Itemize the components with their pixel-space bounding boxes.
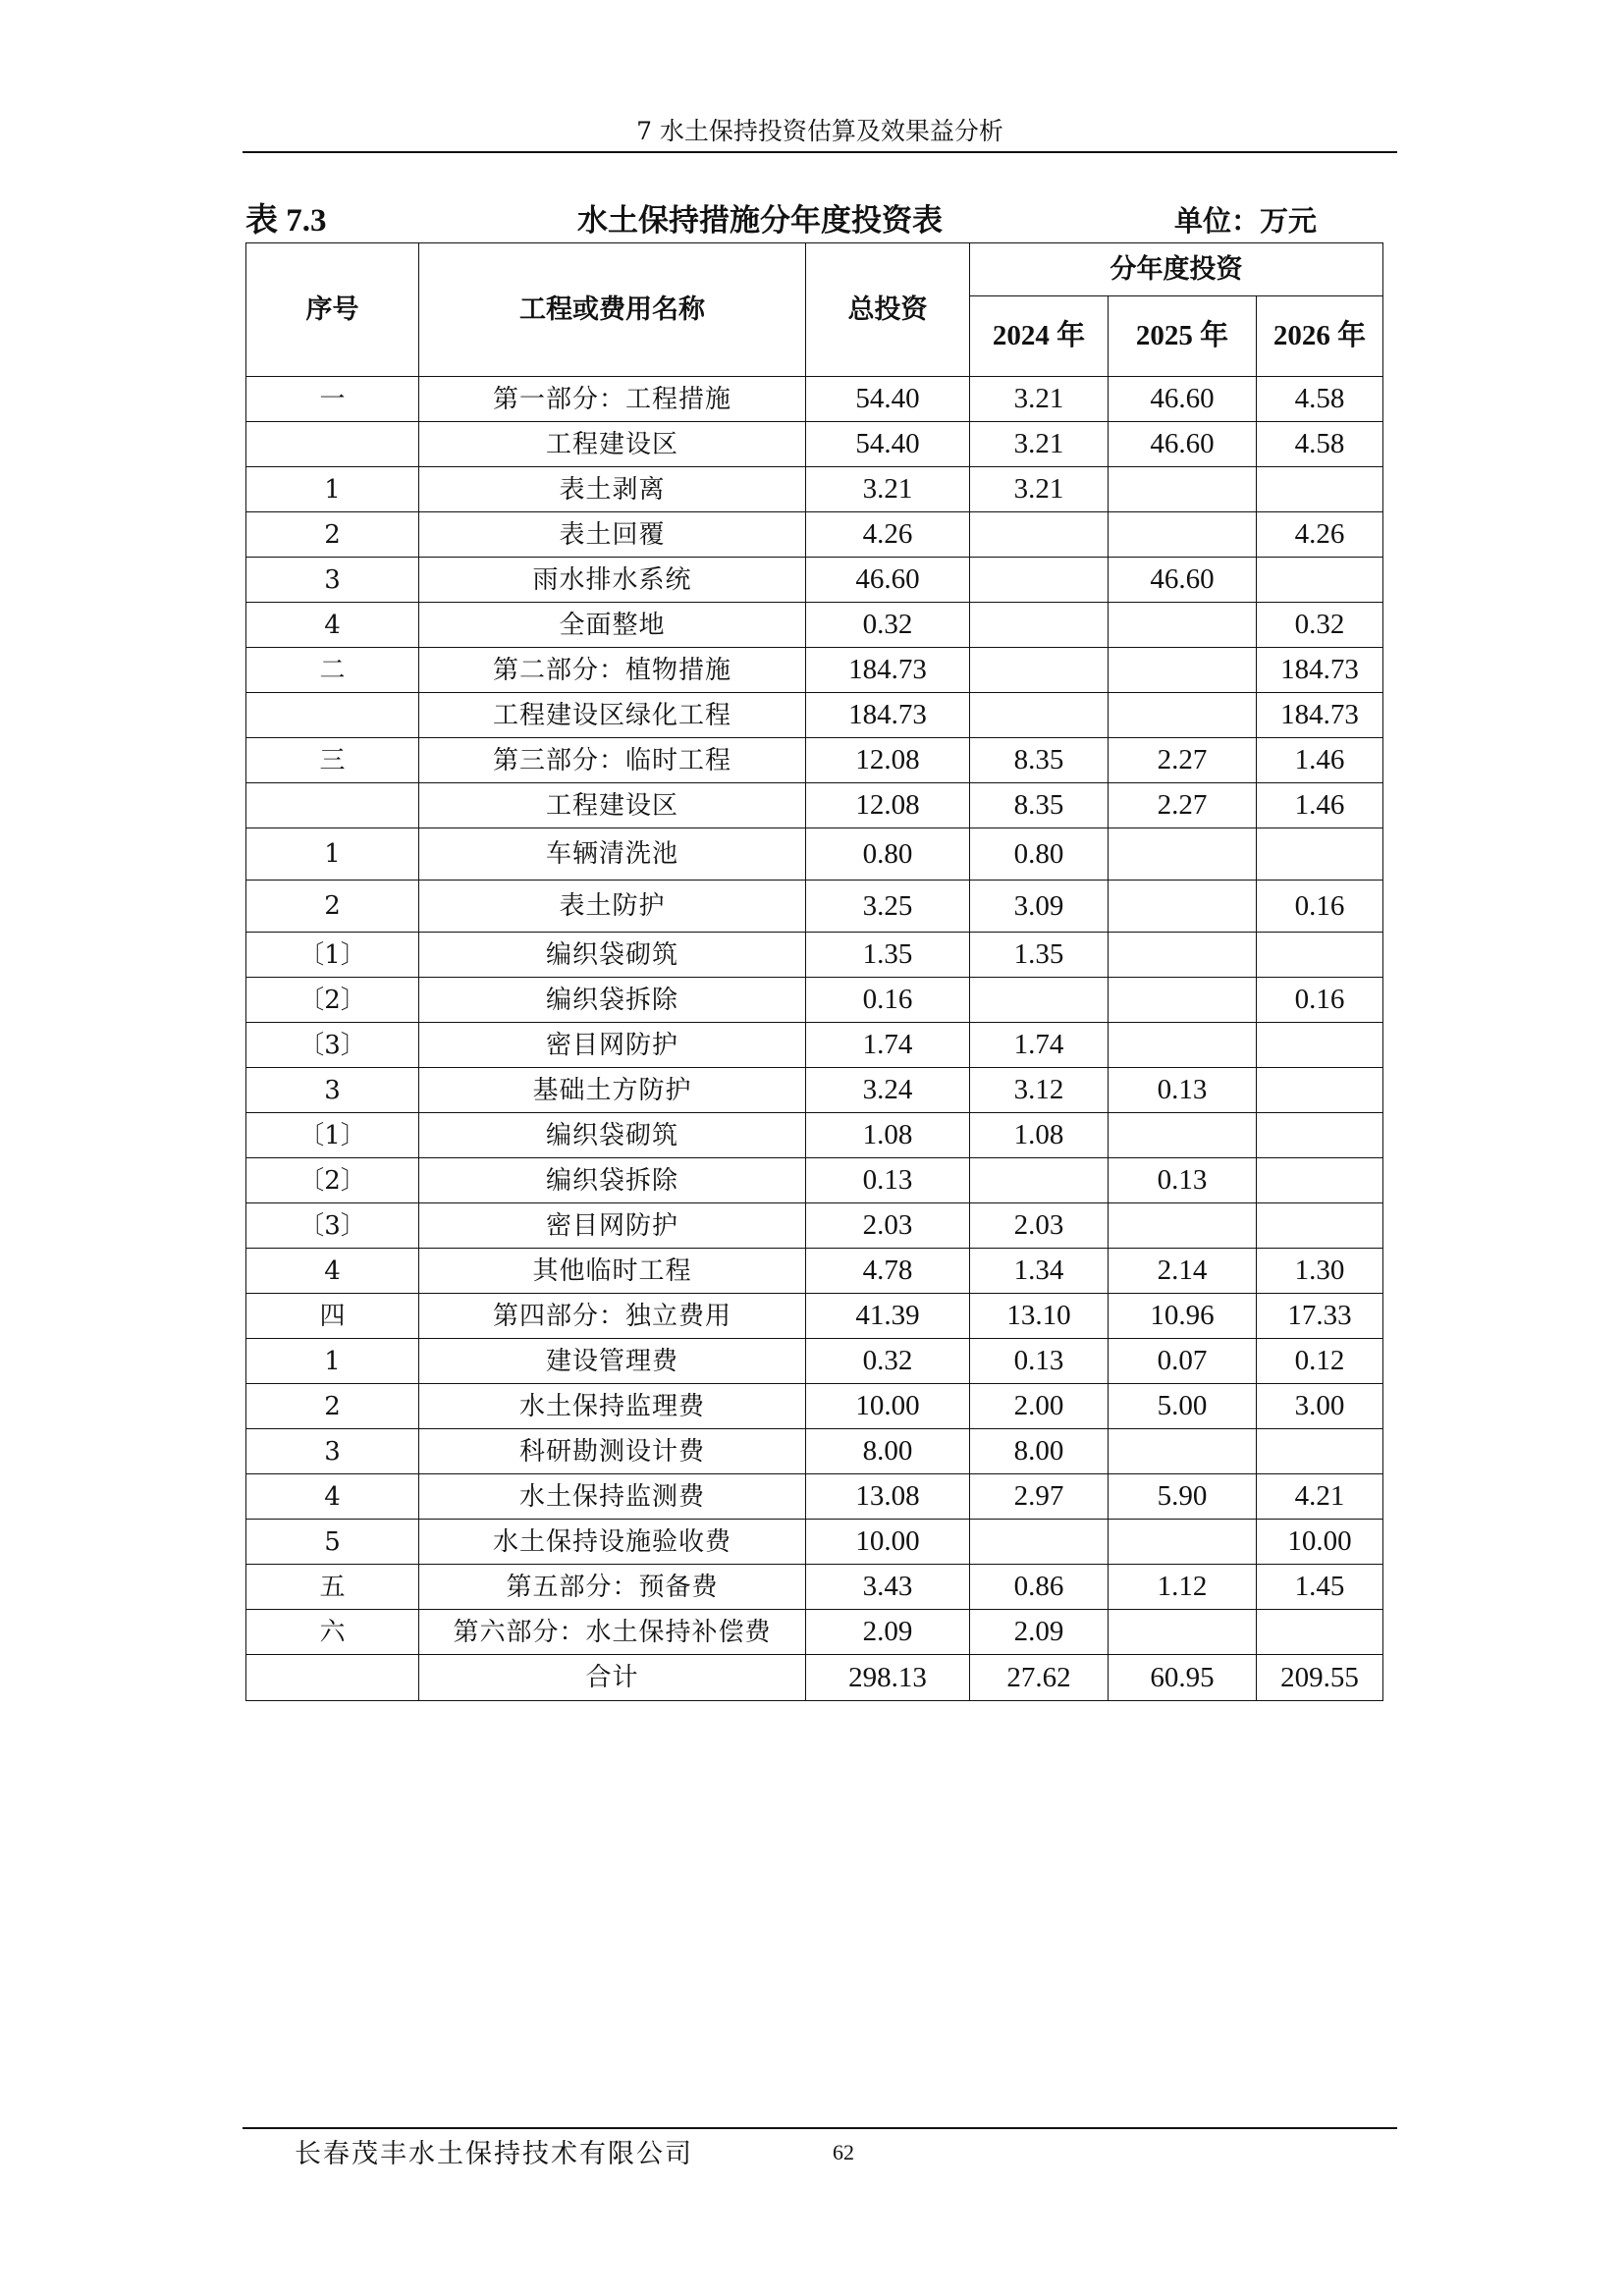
year-2025-cell: 0.13 bbox=[1109, 1068, 1257, 1113]
seq-cell: 〔2〕 bbox=[246, 1158, 419, 1203]
investment-table bbox=[245, 242, 1383, 1701]
seq-cell: 二 bbox=[246, 648, 419, 693]
year-2024-cell: 8.35 bbox=[970, 783, 1109, 828]
year-2026-cell: 4.21 bbox=[1257, 1474, 1383, 1520]
year-2026-cell: 184.73 bbox=[1257, 648, 1383, 693]
name-cell: 编织袋拆除 bbox=[419, 1158, 806, 1203]
total-cell: 3.21 bbox=[806, 467, 970, 512]
name-cell: 编织袋砌筑 bbox=[419, 933, 806, 978]
table-row bbox=[246, 1158, 1383, 1203]
name-cell: 工程建设区 bbox=[419, 783, 806, 828]
total-cell: 0.80 bbox=[806, 828, 970, 881]
table-row bbox=[246, 1113, 1383, 1158]
year-2025-cell: 0.13 bbox=[1109, 1158, 1257, 1203]
seq-cell: 〔3〕 bbox=[246, 1023, 419, 1068]
year-2024-cell: 0.80 bbox=[970, 828, 1109, 881]
year-2026-cell bbox=[1257, 467, 1383, 512]
year-2026-cell: 10.00 bbox=[1257, 1520, 1383, 1565]
seq-cell: 〔1〕 bbox=[246, 933, 419, 978]
name-cell: 表土防护 bbox=[419, 881, 806, 933]
year-2026-header: 2026 年 bbox=[1257, 296, 1383, 377]
table-row bbox=[246, 422, 1383, 467]
name-cell: 编织袋拆除 bbox=[419, 978, 806, 1023]
header-row-1 bbox=[246, 243, 1383, 296]
total-cell: 4.78 bbox=[806, 1249, 970, 1294]
name-header: 工程或费用名称 bbox=[419, 243, 806, 377]
year-2026-cell: 1.46 bbox=[1257, 738, 1383, 783]
year-2024-cell: 8.00 bbox=[970, 1429, 1109, 1474]
year-2026-cell: 1.46 bbox=[1257, 783, 1383, 828]
total-cell: 3.25 bbox=[806, 881, 970, 933]
seq-cell bbox=[246, 1655, 419, 1701]
name-cell: 第一部分：工程措施 bbox=[419, 377, 806, 422]
seq-cell: 三 bbox=[246, 738, 419, 783]
total-cell: 1.08 bbox=[806, 1113, 970, 1158]
table-unit: 单位：万元 bbox=[1174, 204, 1318, 238]
year-2026-cell bbox=[1257, 1203, 1383, 1249]
seq-cell: 3 bbox=[246, 1068, 419, 1113]
total-cell: 1.74 bbox=[806, 1023, 970, 1068]
table-row bbox=[246, 558, 1383, 603]
footer-rule bbox=[243, 2127, 1397, 2129]
year-2026-cell: 1.45 bbox=[1257, 1565, 1383, 1610]
table-row bbox=[246, 648, 1383, 693]
year-2026-cell: 4.58 bbox=[1257, 377, 1383, 422]
seq-cell bbox=[246, 422, 419, 467]
name-cell: 工程建设区绿化工程 bbox=[419, 693, 806, 738]
year-2026-cell bbox=[1257, 558, 1383, 603]
total-cell: 8.00 bbox=[806, 1429, 970, 1474]
year-2026-cell bbox=[1257, 1158, 1383, 1203]
seq-cell: 〔3〕 bbox=[246, 1203, 419, 1249]
table-row bbox=[246, 881, 1383, 933]
year-2026-cell: 184.73 bbox=[1257, 693, 1383, 738]
year-2024-cell: 1.08 bbox=[970, 1113, 1109, 1158]
total-cell: 0.32 bbox=[806, 603, 970, 648]
year-2024-cell bbox=[970, 978, 1109, 1023]
year-2024-cell: 1.74 bbox=[970, 1023, 1109, 1068]
year-2025-cell bbox=[1109, 1610, 1257, 1655]
seq-cell bbox=[246, 693, 419, 738]
year-2025-cell: 5.90 bbox=[1109, 1474, 1257, 1520]
year-2026-cell: 209.55 bbox=[1257, 1655, 1383, 1701]
year-2024-cell: 2.03 bbox=[970, 1203, 1109, 1249]
table-row bbox=[246, 933, 1383, 978]
year-2026-cell bbox=[1257, 1023, 1383, 1068]
total-cell: 41.39 bbox=[806, 1294, 970, 1339]
seq-header: 序号 bbox=[246, 243, 419, 377]
year-2024-cell bbox=[970, 512, 1109, 558]
name-cell: 表土回覆 bbox=[419, 512, 806, 558]
total-cell: 0.16 bbox=[806, 978, 970, 1023]
table-row bbox=[246, 1520, 1383, 1565]
name-cell: 第二部分：植物措施 bbox=[419, 648, 806, 693]
total-cell: 184.73 bbox=[806, 693, 970, 738]
total-cell: 10.00 bbox=[806, 1520, 970, 1565]
total-cell: 12.08 bbox=[806, 783, 970, 828]
name-cell: 科研勘测设计费 bbox=[419, 1429, 806, 1474]
seq-cell: 4 bbox=[246, 603, 419, 648]
seq-cell: 1 bbox=[246, 828, 419, 881]
table-row bbox=[246, 1249, 1383, 1294]
year-2026-cell bbox=[1257, 1113, 1383, 1158]
year-2024-cell: 27.62 bbox=[970, 1655, 1109, 1701]
seq-cell: 1 bbox=[246, 1339, 419, 1384]
year-2024-cell: 2.09 bbox=[970, 1610, 1109, 1655]
seq-cell: 六 bbox=[246, 1610, 419, 1655]
name-cell: 第四部分：独立费用 bbox=[419, 1294, 806, 1339]
table-body bbox=[246, 377, 1383, 1701]
table-row bbox=[246, 1384, 1383, 1429]
name-cell: 水土保持设施验收费 bbox=[419, 1520, 806, 1565]
name-cell: 基础土方防护 bbox=[419, 1068, 806, 1113]
total-cell: 10.00 bbox=[806, 1384, 970, 1429]
year-2024-cell: 1.34 bbox=[970, 1249, 1109, 1294]
total-cell: 0.13 bbox=[806, 1158, 970, 1203]
page-number: 62 bbox=[833, 2140, 854, 2164]
total-cell: 13.08 bbox=[806, 1474, 970, 1520]
year-2024-cell: 13.10 bbox=[970, 1294, 1109, 1339]
year-2024-cell: 1.35 bbox=[970, 933, 1109, 978]
year-2026-cell bbox=[1257, 933, 1383, 978]
year-2026-cell: 0.16 bbox=[1257, 881, 1383, 933]
name-cell: 合计 bbox=[419, 1655, 806, 1701]
year-2026-cell bbox=[1257, 1068, 1383, 1113]
name-cell: 建设管理费 bbox=[419, 1339, 806, 1384]
year-2024-cell: 8.35 bbox=[970, 738, 1109, 783]
name-cell: 密目网防护 bbox=[419, 1023, 806, 1068]
year-2025-cell bbox=[1109, 1520, 1257, 1565]
table-row bbox=[246, 512, 1383, 558]
year-2025-cell bbox=[1109, 512, 1257, 558]
name-cell: 水土保持监理费 bbox=[419, 1384, 806, 1429]
name-cell: 密目网防护 bbox=[419, 1203, 806, 1249]
total-cell: 2.09 bbox=[806, 1610, 970, 1655]
year-2025-cell: 60.95 bbox=[1109, 1655, 1257, 1701]
year-2024-cell: 3.21 bbox=[970, 467, 1109, 512]
seq-cell: 3 bbox=[246, 558, 419, 603]
year-2026-cell: 4.26 bbox=[1257, 512, 1383, 558]
table-row bbox=[246, 1655, 1383, 1701]
total-cell: 2.03 bbox=[806, 1203, 970, 1249]
name-cell: 第六部分：水土保持补偿费 bbox=[419, 1610, 806, 1655]
year-2025-cell bbox=[1109, 648, 1257, 693]
year-2025-header: 2025 年 bbox=[1109, 296, 1257, 377]
seq-cell: 3 bbox=[246, 1429, 419, 1474]
name-cell: 第五部分：预备费 bbox=[419, 1565, 806, 1610]
total-cell: 3.24 bbox=[806, 1068, 970, 1113]
total-cell: 12.08 bbox=[806, 738, 970, 783]
table-row bbox=[246, 377, 1383, 422]
total-cell: 184.73 bbox=[806, 648, 970, 693]
table-row bbox=[246, 828, 1383, 881]
year-2026-cell bbox=[1257, 1429, 1383, 1474]
table-row bbox=[246, 1339, 1383, 1384]
year-2025-cell: 46.60 bbox=[1109, 377, 1257, 422]
seq-cell: 5 bbox=[246, 1520, 419, 1565]
table-row bbox=[246, 738, 1383, 783]
total-cell: 54.40 bbox=[806, 422, 970, 467]
running-header: 7 水土保持投资估算及效果益分析 bbox=[636, 117, 1003, 145]
table-row bbox=[246, 1203, 1383, 1249]
name-cell: 表土剥离 bbox=[419, 467, 806, 512]
total-cell: 54.40 bbox=[806, 377, 970, 422]
name-cell: 雨水排水系统 bbox=[419, 558, 806, 603]
year-2025-cell bbox=[1109, 881, 1257, 933]
year-2025-cell: 5.00 bbox=[1109, 1384, 1257, 1429]
year-2024-cell: 0.13 bbox=[970, 1339, 1109, 1384]
total-cell: 3.43 bbox=[806, 1565, 970, 1610]
year-2025-cell bbox=[1109, 933, 1257, 978]
table-row bbox=[246, 603, 1383, 648]
year-2026-cell: 0.12 bbox=[1257, 1339, 1383, 1384]
year-2024-cell bbox=[970, 1158, 1109, 1203]
name-cell: 水土保持监测费 bbox=[419, 1474, 806, 1520]
year-2025-cell: 10.96 bbox=[1109, 1294, 1257, 1339]
seq-cell: 五 bbox=[246, 1565, 419, 1610]
table-row bbox=[246, 1474, 1383, 1520]
seq-cell: 4 bbox=[246, 1474, 419, 1520]
year-2025-cell: 46.60 bbox=[1109, 558, 1257, 603]
table-row bbox=[246, 1294, 1383, 1339]
name-cell: 工程建设区 bbox=[419, 422, 806, 467]
year-2024-cell bbox=[970, 693, 1109, 738]
name-cell: 其他临时工程 bbox=[419, 1249, 806, 1294]
year-2025-cell bbox=[1109, 1429, 1257, 1474]
year-2025-cell bbox=[1109, 1113, 1257, 1158]
year-2025-cell bbox=[1109, 828, 1257, 881]
year-2025-cell bbox=[1109, 978, 1257, 1023]
table-row bbox=[246, 783, 1383, 828]
seq-cell: 2 bbox=[246, 881, 419, 933]
year-2026-cell: 1.30 bbox=[1257, 1249, 1383, 1294]
year-2024-cell: 0.86 bbox=[970, 1565, 1109, 1610]
year-2024-cell: 2.97 bbox=[970, 1474, 1109, 1520]
year-2024-cell bbox=[970, 603, 1109, 648]
seq-cell bbox=[246, 783, 419, 828]
table-title: 水土保持措施分年度投资表 bbox=[577, 203, 943, 239]
name-cell: 编织袋砌筑 bbox=[419, 1113, 806, 1158]
year-2025-cell bbox=[1109, 603, 1257, 648]
year-2024-cell bbox=[970, 1520, 1109, 1565]
year-2024-cell bbox=[970, 648, 1109, 693]
year-2025-cell: 2.27 bbox=[1109, 738, 1257, 783]
year-2024-cell: 2.00 bbox=[970, 1384, 1109, 1429]
table-row bbox=[246, 1023, 1383, 1068]
seq-cell: 四 bbox=[246, 1294, 419, 1339]
year-2025-cell: 1.12 bbox=[1109, 1565, 1257, 1610]
name-cell: 车辆清洗池 bbox=[419, 828, 806, 881]
table-number: 表 7.3 bbox=[245, 203, 327, 239]
year-2026-cell: 3.00 bbox=[1257, 1384, 1383, 1429]
year-2024-cell bbox=[970, 558, 1109, 603]
seq-cell: 4 bbox=[246, 1249, 419, 1294]
year-2026-cell bbox=[1257, 1610, 1383, 1655]
year-2024-header: 2024 年 bbox=[970, 296, 1109, 377]
name-cell: 第三部分：临时工程 bbox=[419, 738, 806, 783]
year-2025-cell bbox=[1109, 467, 1257, 512]
table-row bbox=[246, 1610, 1383, 1655]
table-row bbox=[246, 1429, 1383, 1474]
total-cell: 298.13 bbox=[806, 1655, 970, 1701]
year-2025-cell bbox=[1109, 1023, 1257, 1068]
table-row bbox=[246, 1565, 1383, 1610]
seq-cell: 〔2〕 bbox=[246, 978, 419, 1023]
year-2026-cell: 4.58 bbox=[1257, 422, 1383, 467]
table-row bbox=[246, 978, 1383, 1023]
year-2025-cell: 0.07 bbox=[1109, 1339, 1257, 1384]
year-2024-cell: 3.09 bbox=[970, 881, 1109, 933]
total-cell: 4.26 bbox=[806, 512, 970, 558]
year-2026-cell: 0.32 bbox=[1257, 603, 1383, 648]
table-row bbox=[246, 693, 1383, 738]
table-row bbox=[246, 1068, 1383, 1113]
year-2024-cell: 3.21 bbox=[970, 377, 1109, 422]
year-2026-cell bbox=[1257, 828, 1383, 881]
by-year-header: 分年度投资 bbox=[970, 243, 1383, 296]
year-2025-cell: 46.60 bbox=[1109, 422, 1257, 467]
total-cell: 1.35 bbox=[806, 933, 970, 978]
total-cell: 46.60 bbox=[806, 558, 970, 603]
seq-cell: 1 bbox=[246, 467, 419, 512]
seq-cell: 2 bbox=[246, 512, 419, 558]
year-2025-cell bbox=[1109, 693, 1257, 738]
total-header: 总投资 bbox=[806, 243, 970, 377]
seq-cell: 〔1〕 bbox=[246, 1113, 419, 1158]
year-2025-cell: 2.14 bbox=[1109, 1249, 1257, 1294]
seq-cell: 2 bbox=[246, 1384, 419, 1429]
year-2026-cell: 17.33 bbox=[1257, 1294, 1383, 1339]
year-2024-cell: 3.21 bbox=[970, 422, 1109, 467]
year-2025-cell bbox=[1109, 1203, 1257, 1249]
company-name: 长春茂丰水土保持技术有限公司 bbox=[295, 2139, 693, 2169]
year-2024-cell: 3.12 bbox=[970, 1068, 1109, 1113]
total-cell: 0.32 bbox=[806, 1339, 970, 1384]
seq-cell: 一 bbox=[246, 377, 419, 422]
year-2026-cell: 0.16 bbox=[1257, 978, 1383, 1023]
table-row bbox=[246, 467, 1383, 512]
header-rule bbox=[243, 151, 1397, 153]
year-2025-cell: 2.27 bbox=[1109, 783, 1257, 828]
name-cell: 全面整地 bbox=[419, 603, 806, 648]
